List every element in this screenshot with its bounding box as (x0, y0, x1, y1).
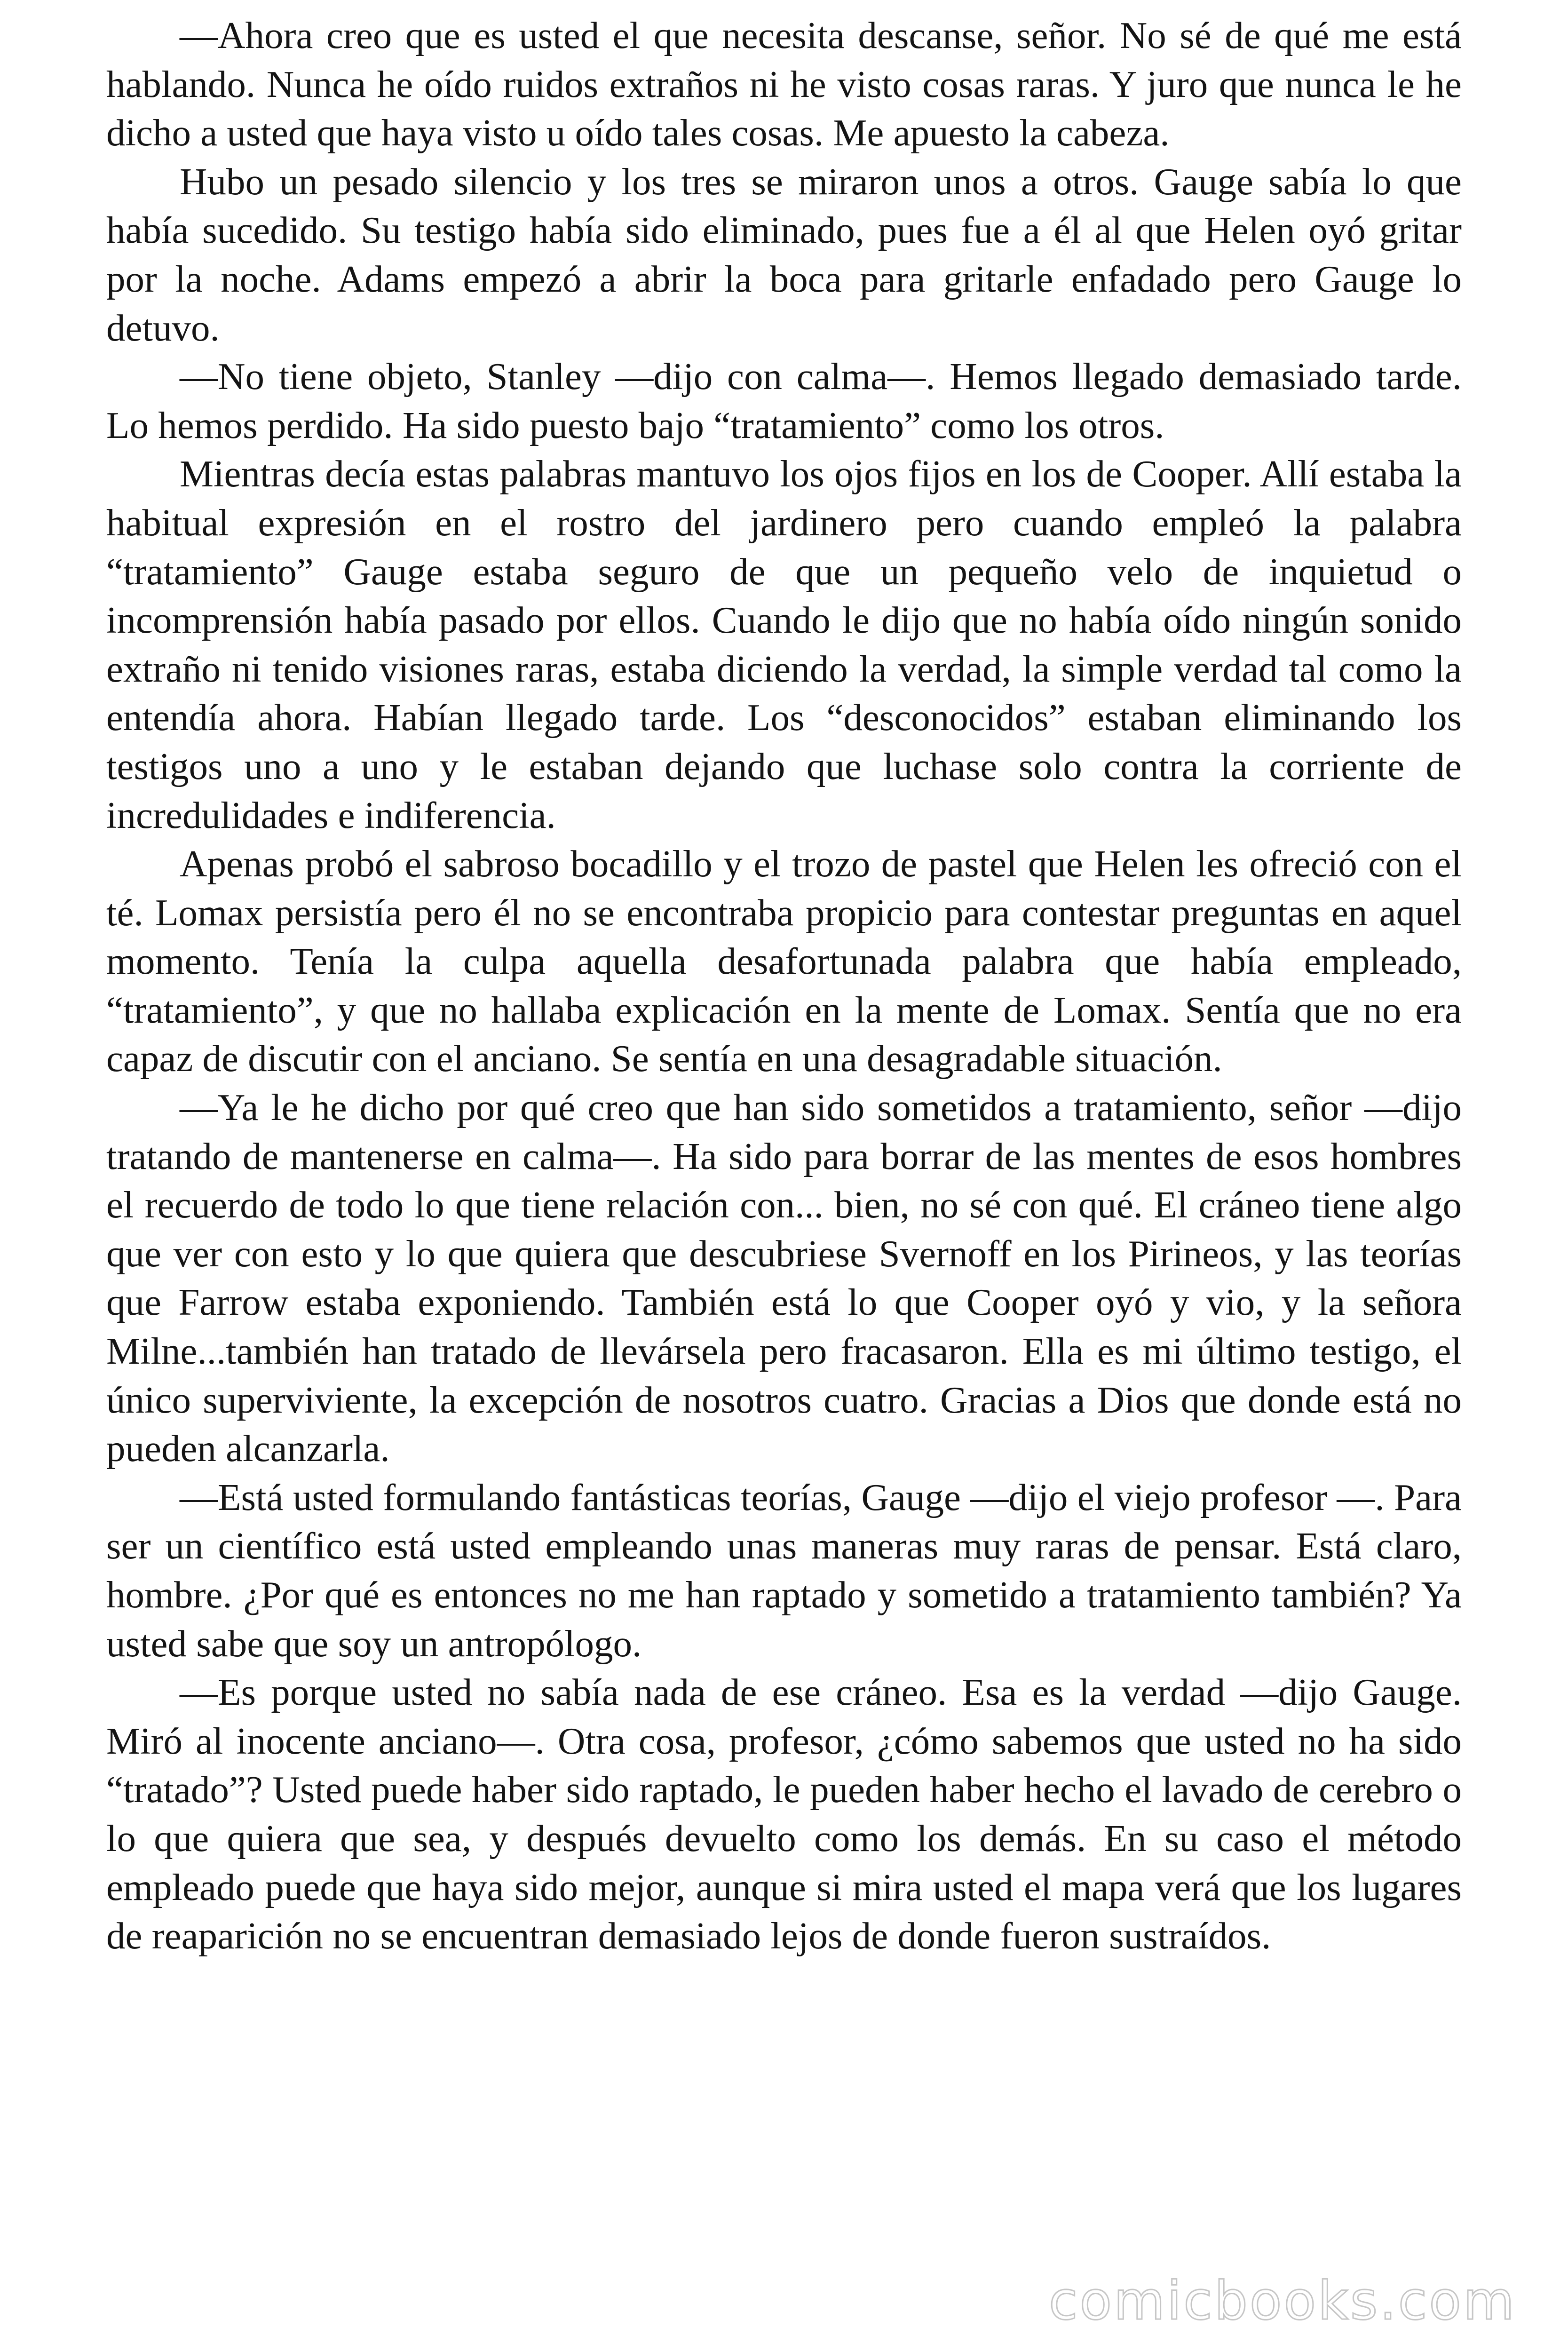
paragraph: —Es porque usted no sabía nada de ese cráneo. Esa es la verdad —dijo Gauge. Miró al inocente anciano—. Otra cosa, profesor, ¿cómo sabemos que usted no ha sido “tratado”? Usted puede haber sido raptado, le pueden haber hecho el lavado de cerebro o lo que quiera que sea, y después devuelto como los demás. En su caso el método empleado puede que haya sido mejor, aunque si mira usted el mapa verá que los lugares de reaparición no se encuentran demasiado lejos de donde fueron sustraídos. (106, 1671, 1462, 1957)
paragraph: —No tiene objeto, Stanley —dijo con calma—. Hemos llegado demasiado tarde. Lo hemos perdido. Ha sido puesto bajo “tratamiento” como los otros. (106, 355, 1462, 446)
paragraph: Apenas probó el sabroso bocadillo y el trozo de pastel que Helen les ofreció con el té. Lomax persistía pero él no se encontraba propicio para contestar preguntas en aquel momento. Tenía la culpa aquella desafortunada palabra que había empleado, “tratamiento”, y que no hallaba explicación en la mente de Lomax. Sentía que no era capaz de discutir con el anciano. Se sentía en una desagradable situación. (106, 842, 1462, 1080)
paragraph: Hubo un pesado silencio y los tres se miraron unos a otros. Gauge sabía lo que había sucedido. Su testigo había sido eliminado, pues fue a él al que Helen oyó gritar por la noche. Adams empezó a abrir la boca para gritarle enfadado pero Gauge lo detuvo. (106, 160, 1462, 349)
paragraph: —Está usted formulando fantásticas teorías, Gauge —dijo el viejo profesor —. Para ser un científico está usted empleando unas maneras muy raras de pensar. Está claro, hombre. ¿Por qué es entonces no me han raptado y sometido a tratamiento también? Ya usted sabe que soy un antropólogo. (106, 1476, 1462, 1665)
paragraph: Mientras decía estas palabras mantuvo los ojos fijos en los de Cooper. Allí estaba la habitual expresión en el rostro del jardinero pero cuando empleó la palabra “tratamiento” Gauge estaba seguro de que un pequeño velo de inquietud o incomprensión había pasado por ellos. Cuando le dijo que no había oído ningún sonido extraño ni tenido visiones raras, estaba diciendo la verdad, la simple verdad tal como la entendía ahora. Habían llegado tarde. Los “desconocidos” estaban eliminando los testigos uno a uno y le estaban dejando que luchase solo contra la corriente de incredulidades e indiferencia. (106, 453, 1462, 836)
watermark: comicbooks.com (1048, 2271, 1516, 2332)
paragraph: —Ahora creo que es usted el que necesita descanse, señor. No sé de qué me está hablando. Nunca he oído ruidos extraños ni he visto cosas raras. Y juro que nunca le he dicho a usted que haya visto u oído tales cosas. Me apuesto la cabeza. (106, 14, 1462, 154)
paragraph: —Ya le he dicho por qué creo que han sido sometidos a tratamiento, señor —dijo tratando de mantenerse en calma—. Ha sido para borrar de las mentes de esos hombres el recuerdo de todo lo que tiene relación con... bien, no sé con qué. El cráneo tiene algo que ver con esto y lo que quiera que descubriese Svernoff en los Pirineos, y las teorías que Farrow estaba exponiendo. También está lo que Cooper oyó y vio, y la señora Milne...también han tratado de llevársela pero fracasaron. Ella es mi último testigo, el único superviviente, la excepción de nosotros cuatro. Gracias a Dios que donde está no pueden alcanzarla. (106, 1086, 1462, 1470)
body-text (106, 11, 1462, 1961)
